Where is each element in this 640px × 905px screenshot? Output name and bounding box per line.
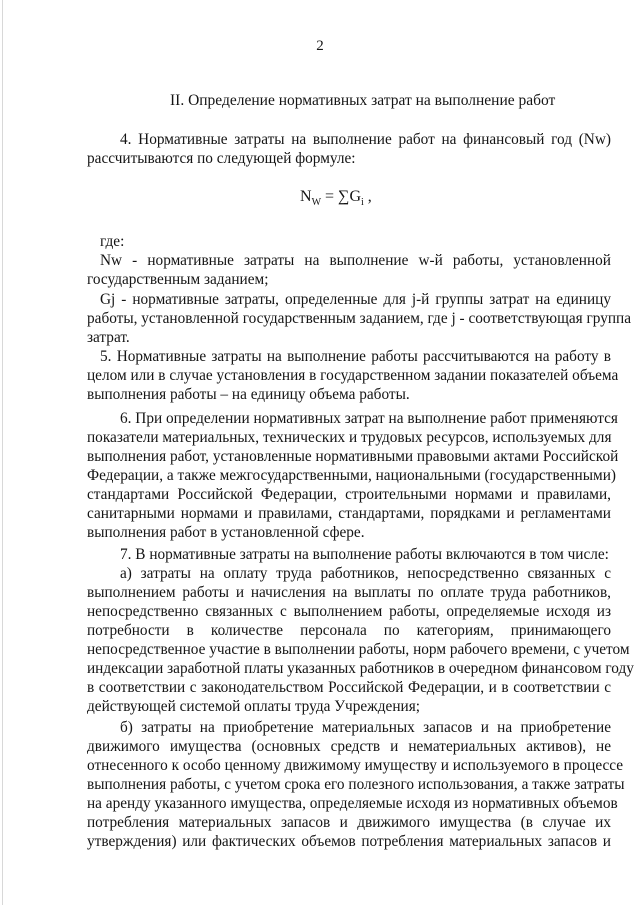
text-line: где: bbox=[100, 233, 125, 250]
text-line: Nw - нормативные затраты на выполнение w-й работы, установленной bbox=[100, 252, 611, 269]
formula-rhs: G bbox=[349, 188, 362, 205]
text-line: действующей системой оплаты труда Учреждения; bbox=[87, 698, 420, 715]
text-line: выполнения работ в установленной сфере. bbox=[87, 524, 365, 541]
text-line: непосредственное участие в выполнении работы, норм рабочего времени, с учетом bbox=[87, 641, 630, 658]
formula-rhs-subscript: i bbox=[361, 197, 364, 209]
formula-equals: = bbox=[321, 188, 339, 205]
text-line: показатели материальных, технических и трудовых ресурсов, используемых для bbox=[87, 429, 612, 446]
text-line: потребления материальных запасов и движимого имущества (в случае их bbox=[87, 814, 611, 831]
text-line: затрат. bbox=[87, 329, 130, 346]
text-line: в соответствии с законодательством Российской Федерации, и в соответствии с bbox=[87, 679, 611, 696]
text-line: санитарными нормами и правилами, стандартами, порядками и регламентами bbox=[87, 505, 611, 522]
text-line: непосредственно связанных с выполнением работы, определяемые исходя из bbox=[87, 603, 611, 620]
text-line: работы, установленной государственным заданием, где j - соответствующая группа bbox=[87, 310, 632, 327]
page-number: 2 bbox=[316, 38, 324, 54]
text-line: утверждения) или фактических объемов потребления материальных запасов и bbox=[87, 833, 611, 850]
text-line: движимого имущества (основных средств и нематериальных активов), не bbox=[87, 738, 611, 755]
text-line: 7. В нормативные затраты на выполнение работы включаются в том числе: bbox=[120, 546, 609, 563]
text-line: выполнения работ, установленные нормативными правовыми актами Российской bbox=[87, 448, 619, 465]
text-line: Gj - нормативные затраты, определенные для j-й группы затрат на единицу bbox=[100, 291, 611, 308]
text-line: индексации заработной платы указанных работников в очередном финансовом году bbox=[87, 660, 634, 677]
text-line: 6. При определении нормативных затрат на выполнение работ применяются bbox=[120, 410, 618, 427]
formula-lhs: N bbox=[300, 188, 312, 205]
text-line: б) затраты на приобретение материальных запасов и на приобретение bbox=[120, 719, 611, 736]
text-line: государственным заданием; bbox=[87, 271, 269, 288]
text-line: отнесенного к особо ценному движимому имуществу и используемого в процессе bbox=[87, 757, 624, 774]
text-line: рассчитываются по следующей формуле: bbox=[87, 150, 356, 167]
text-line: 5. Нормативные затраты на выполнение работы рассчитываются на работу в bbox=[100, 348, 611, 365]
text-line: Федерации, а также межгосударственными, национальными (государственными) bbox=[87, 467, 616, 484]
text-line: а) затраты на оплату труда работников, непосредственно связанных с bbox=[120, 565, 611, 582]
text-line: выполнения работы, с учетом срока его полезного использования, а также затраты bbox=[87, 776, 625, 793]
formula-tail: , bbox=[363, 188, 372, 205]
text-line: на аренду указанного имущества, определяемые исходя из нормативных объемов bbox=[87, 795, 618, 812]
text-line: потребности в количестве персонала по категориям, принимающего bbox=[87, 622, 611, 639]
text-line: выполнения работы – на единицу объема работы. bbox=[87, 386, 410, 403]
formula-lhs-subscript: W bbox=[311, 197, 322, 209]
text-line: стандартами Российской Федерации, строительными нормами и правилами, bbox=[87, 486, 611, 503]
section-heading: II. Определение нормативных затрат на выполнение работ bbox=[170, 92, 556, 109]
formula-sum-sign: ∑ bbox=[338, 188, 350, 205]
formula bbox=[300, 188, 372, 208]
text-line: выполнением работы и начисления на выплаты по оплате труда работников, bbox=[87, 584, 611, 601]
scan-edge-line bbox=[2, 0, 3, 905]
text-line: целом или в случае установления в государственном задании показателей объема bbox=[87, 367, 619, 384]
text-line: 4. Нормативные затраты на выполнение работ на финансовый год (Nw) bbox=[120, 131, 611, 148]
